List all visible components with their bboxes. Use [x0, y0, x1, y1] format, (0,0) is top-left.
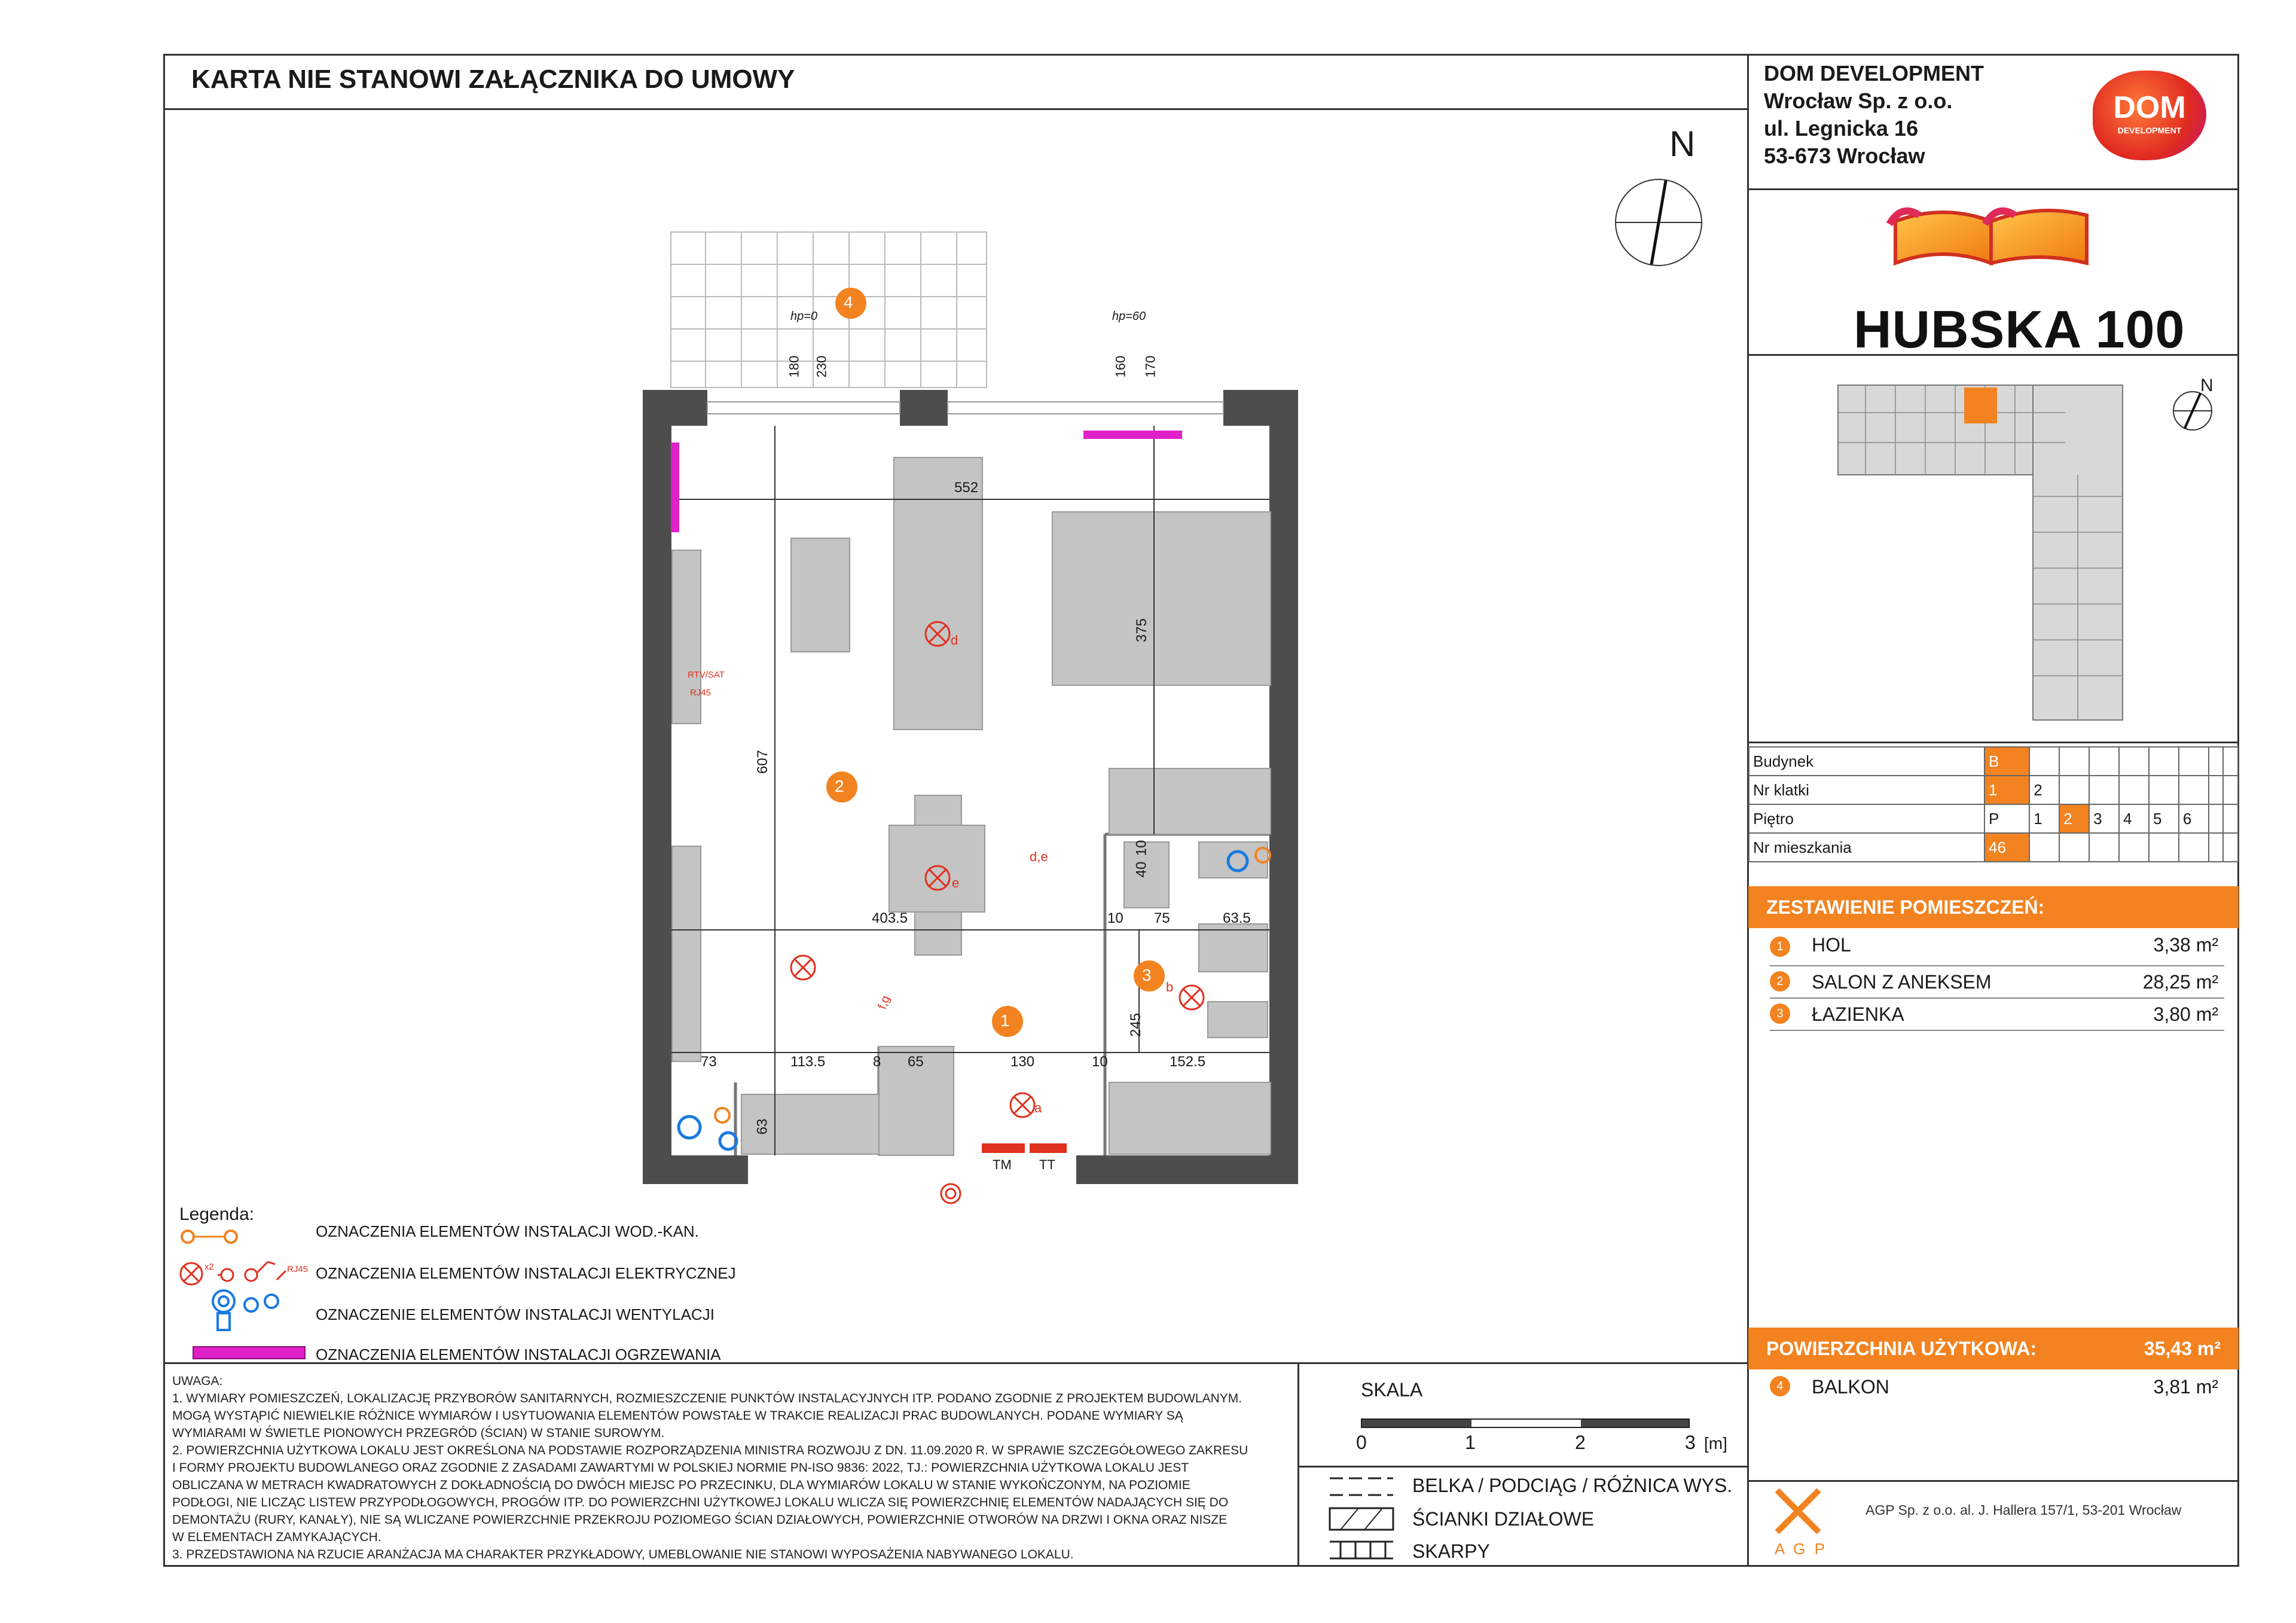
dim-label: 10: [1107, 910, 1123, 926]
total-area-value: 35,43 m²: [2144, 1338, 2221, 1359]
company-line: 53-673 Wrocław: [1764, 144, 1925, 168]
fixture-letter: f,g: [875, 994, 893, 1011]
divider: [1747, 188, 2239, 190]
room-name: SALON Z ANEKSEM: [1812, 971, 1992, 993]
fixture-letter: d,e: [1030, 849, 1048, 864]
page-title: KARTA NIE STANOWI ZAŁĄCZNIKA DO UMOWY: [191, 65, 795, 94]
heating-legend-icon: [193, 1346, 306, 1359]
row-label: Nr klatki: [1749, 776, 1984, 804]
dim-label: 130: [1010, 1054, 1035, 1070]
symbol-reveal-label: SKARPY: [1412, 1540, 1490, 1562]
scale-bar: [1361, 1418, 1690, 1428]
scale-title: SKALA: [1361, 1379, 1423, 1401]
beam-symbol-icon: [1329, 1476, 1394, 1497]
legend-item-electric: OZNACZENIA ELEMENTÓW INSTALACJI ELEKTRYCZNEJ: [316, 1264, 736, 1282]
table-row: [1749, 833, 2238, 862]
key-plan-north-label: N: [2200, 376, 2213, 395]
partition-wall-icon: [1329, 1507, 1394, 1531]
project-name: HUBSKA 100: [1854, 300, 2185, 359]
fixture-letter: e: [952, 875, 960, 890]
symbol-beam-label: BELKA / PODCIĄG / RÓŻNICA WYS.: [1412, 1475, 1733, 1496]
room-marker-balcony: 4: [844, 293, 853, 312]
dim-label: 40: [1133, 861, 1150, 878]
building-key-plan: [1830, 377, 2141, 724]
dim-label: 152.5: [1170, 1054, 1206, 1070]
notes: UWAGA: 1. WYMIARY POMIESZCZEŃ, LOKALIZACJĘ PRZYBORÓW SANITARNYCH, ROZMIESZCZENIE PUNKTÓW INSTALACYJNYCH ITP. PODANO ZGODNIE Z PROJEKTEM BUDOWLANYM. MOGĄ WYSTĄPIĆ NIEWIELKIE RÓŻNICE WYMIARÓW I USYTUOWANIA ELEMENTÓW POWSTAŁE W TRAKCIE REALIZACJI PRAC BUDOWLANYCH. PODANE WYMIARY SĄ WYMIARAMI W ŚWIETLE PIONOWYCH PRZEGRÓD (ŚCIAN) W STANIE SUROWYM. 2. POWIERZCHNIA UŻYTKOWA LOKALU JEST OKREŚLONA NA PODSTAWIE ROZPORZĄDZENIA MINISTRA ROZWOJU Z DN. 11.09.2020 R. W SPRAWIE SZCZEGÓŁOWEGO ZAKRESU I FORMY PROJEKTU BUDOWLANEGO ORAZ ZGODNIE Z ZASADAMI ZAWARTYMI W POLSKIEJ NORMIE PN-ISO 9836: 2022, TJ.: POWIERZCHNIA UŻYTKOWA LOKALU JEST OBLICZANA W METRACH KWADRATOWYCH Z DOKŁADNOŚCIĄ DO DWÓCH MIEJSC PO PRZECINKU, DLA WYMIARÓW LOKALU W STANIE WYKOŃCZONYM, NA POZIOMIE PODŁOGI, NIE LICZĄC LISTEW PRZYPODŁOGOWYCH, PROGÓW ITP. DO POWIERZCHNI UŻYTKOWEJ LOKALU WLICZA SIĘ POWIERZCHNIĘ ELEMENTÓW NADAJĄCYCH SIĘ DO DEMONTAŻU (RURY, KANAŁY), NIE SĄ WLICZANE POWIERZCHNIE PRZEKROJU POZIOMEGO ŚCIAN DZIAŁOWYCH, POWIERZCHNIE OTWORÓW NA DRZWI I OKNA ORAZ NISZE W ELEMENTACH ZAMYKAJĄCYCH. 3. PRZEDSTAWIONA NA RZUCIE ARANŻACJA MA CHARAKTER PRZYKŁADOWY, UMEBLOWANIE NIE STANOWI WYPOSAŻENIA NABYWANEGO LOKALU.: [172, 1372, 1296, 1563]
room-marker-hall: 1: [1000, 1011, 1010, 1030]
room-area: 28,25 m²: [2142, 971, 2218, 993]
room-area: 3,80 m²: [2153, 1003, 2218, 1025]
dim-label: 63.5: [1223, 910, 1251, 926]
rooms-title: ZESTAWIENIE POMIESZCZEŃ:: [1766, 896, 2045, 918]
height-label: hp=0: [790, 310, 818, 323]
film-strip-logo: [1883, 197, 2099, 287]
dim-label: 403.5: [872, 910, 908, 926]
dim-label: 170: [1143, 355, 1158, 378]
cell-active: 2: [2059, 804, 2089, 833]
floor-plan: [634, 227, 1315, 1220]
key-plan-north-icon: [2172, 390, 2213, 432]
water-legend-icon: [179, 1225, 245, 1249]
divider: [1747, 742, 2239, 743]
apartment-info-table: [1748, 746, 2239, 862]
legend-x2: x2: [204, 1262, 214, 1272]
agp-logo-text: A G P: [1775, 1540, 1827, 1558]
legend-title: Legenda:: [179, 1204, 255, 1224]
cell-active: 46: [1984, 833, 2029, 862]
dim-label: 230: [814, 355, 829, 378]
dim-label: 160: [1113, 355, 1128, 378]
ventilation-legend-icon: [209, 1287, 281, 1335]
fixture-letter: a: [1034, 1100, 1042, 1115]
table-row: [1749, 747, 2238, 776]
cell-active: B: [1984, 747, 2029, 776]
legend-item-water: OZNACZENIA ELEMENTÓW INSTALACJI WOD.-KAN.: [316, 1222, 699, 1240]
dim-label: 75: [1154, 910, 1170, 926]
rtv-sat-label: RTV/SAT: [688, 670, 725, 680]
north-label: N: [1669, 124, 1696, 164]
notes-title: UWAGA:: [172, 1374, 223, 1388]
height-label: hp=60: [1112, 310, 1146, 323]
scale-tick: 1: [1465, 1432, 1476, 1453]
scale-tick: 0: [1356, 1432, 1367, 1453]
divider: [1747, 1480, 2239, 1482]
dim-label: 375: [1134, 618, 1150, 643]
dim-label: 63: [754, 1118, 771, 1135]
cell-active: 1: [1984, 776, 2029, 804]
room-name: BALKON: [1812, 1376, 1889, 1398]
tm-label: TM: [993, 1157, 1012, 1172]
fixture-letter: d: [951, 633, 958, 648]
room-number: 2: [1770, 971, 1790, 992]
dim-label: 245: [1128, 1012, 1144, 1038]
table-row: Nr klatki 1 2: [1749, 776, 2238, 804]
dim-label: 607: [755, 749, 771, 774]
legend-rj45: RJ45: [287, 1264, 309, 1274]
legend-item-ventilation: OZNACZENIE ELEMENTÓW INSTALACJI WENTYLACJI: [316, 1305, 715, 1323]
dim-label: 10: [1133, 840, 1150, 856]
table-row: Piętro P 1 2 3 4 5 6: [1749, 804, 2238, 833]
rooms-title-bar: [1748, 886, 2239, 928]
room-name: HOL: [1812, 934, 1851, 956]
company-line: Wrocław Sp. z o.o.: [1764, 89, 1953, 113]
balcony-row: [1770, 1372, 2224, 1405]
row-label: Nr mieszkania: [1749, 833, 1984, 862]
fixture-letter: b: [1166, 980, 1174, 994]
tt-label: TT: [1039, 1157, 1055, 1172]
room-marker-bathroom: 3: [1142, 966, 1152, 984]
company-name: DOM DEVELOPMENT: [1764, 61, 1984, 86]
room-row: [1770, 997, 2224, 1031]
total-area-bar: [1748, 1328, 2239, 1369]
dim-label: 73: [701, 1054, 717, 1070]
row-label: Budynek: [1749, 747, 1984, 776]
dim-label: 552: [954, 480, 979, 496]
dim-label: 65: [908, 1054, 924, 1070]
rj45-label: RJ45: [690, 688, 712, 698]
room-area: 3,81 m²: [2153, 1376, 2218, 1398]
symbol-partition-label: ŚCIANKI DZIAŁOWE: [1412, 1508, 1595, 1530]
room-number: 3: [1770, 1003, 1790, 1024]
reveal-symbol-icon: [1329, 1539, 1394, 1561]
room-number: 1: [1770, 936, 1790, 957]
dom-development-logo: DOM DEVELOPMENT: [2093, 71, 2206, 160]
scale-tick: 2: [1575, 1432, 1586, 1453]
north-arrow-icon: [1613, 177, 1704, 268]
scale-unit: [m]: [1704, 1434, 1727, 1453]
total-area-label: POWIERZCHNIA UŻYTKOWA:: [1766, 1338, 2037, 1359]
room-marker-living: 2: [835, 777, 844, 795]
company-line: ul. Legnicka 16: [1764, 116, 1919, 141]
dim-label: 8: [873, 1054, 881, 1070]
dim-label: 10: [1092, 1054, 1108, 1070]
row-label: Piętro: [1749, 804, 1984, 833]
room-row: [1770, 933, 2224, 966]
room-area: 3,38 m²: [2153, 934, 2218, 956]
room-number: 4: [1770, 1376, 1790, 1396]
agp-address: AGP Sp. z o.o. al. J. Hallera 157/1, 53-201 Wrocław: [1866, 1502, 2182, 1518]
room-row: [1770, 965, 2224, 999]
dim-label: 113.5: [790, 1054, 826, 1070]
agp-logo-icon: [1771, 1484, 1825, 1538]
dim-label: 180: [786, 355, 802, 378]
scale-tick: 3: [1685, 1432, 1696, 1453]
company-address: [1764, 60, 1984, 170]
room-name: ŁAZIENKA: [1812, 1003, 1904, 1025]
legend-item-heating: OZNACZENIA ELEMENTÓW INSTALACJI OGRZEWANIA: [316, 1346, 721, 1363]
